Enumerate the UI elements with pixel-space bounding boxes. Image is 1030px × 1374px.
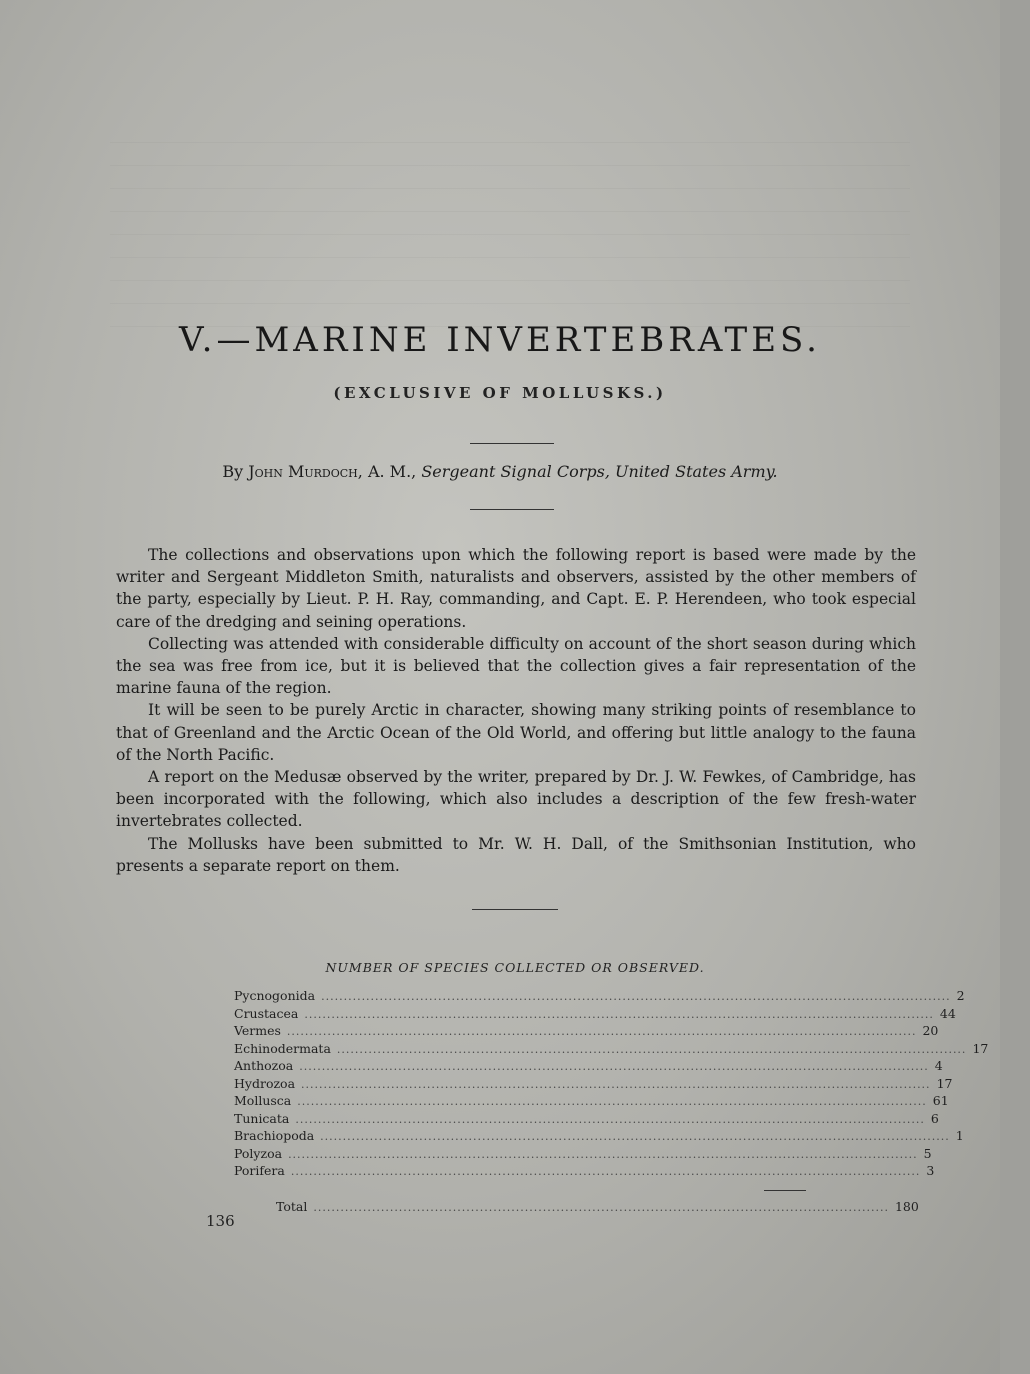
species-count: 44 (939, 1005, 956, 1021)
species-count: 61 (932, 1093, 949, 1108)
page-number: 136 (206, 1212, 235, 1230)
dot-leader: ............................................................................................................................................ (290, 1165, 921, 1178)
species-group-name: Echinodermata (234, 1040, 331, 1056)
species-count: 4 (934, 1058, 943, 1073)
table-row (234, 1057, 943, 1075)
paragraph: Collecting was attended with considerable difficulty on account of the short season during which the sea was free from ice, but it is believed that the collection gives a fair representation of the marine fauna of the region. (116, 634, 916, 698)
table-row (234, 1022, 939, 1040)
species-total-row (276, 1198, 919, 1216)
table-row (234, 1127, 964, 1145)
dot-leader: ................................................................................................................................ (313, 1201, 889, 1214)
dot-leader: ............................................................................................................................................ (304, 1007, 934, 1021)
species-count: 5 (923, 1145, 932, 1161)
species-group-name: Vermes (234, 1023, 281, 1038)
species-table (234, 987, 989, 1180)
paragraph: The collections and observations upon which the following report is based were made by the writer and Sergeant Middleton Smith, naturalists and observers, assisted by the other members of the party, especially by Lieut. P. H. Ray, commanding, and Capt. E. P. Herendeen, who took especial care of the dredging and seining operations. (116, 546, 916, 631)
dot-leader: ............................................................................................................................................ (299, 1060, 929, 1073)
species-group-name: Tunicata (234, 1110, 290, 1126)
species-count: 6 (930, 1110, 939, 1126)
species-count: 17 (972, 1040, 989, 1056)
table-row (234, 1092, 949, 1110)
species-group-name: Porifera (234, 1163, 285, 1178)
total-rule (764, 1190, 806, 1191)
dot-leader: ............................................................................................................................................ (321, 990, 951, 1003)
species-group-name: Brachiopoda (234, 1128, 315, 1143)
body-text (116, 544, 916, 877)
species-group-name: Hydrozoa (234, 1075, 296, 1091)
species-count: 20 (922, 1023, 939, 1038)
paragraph: It will be seen to be purely Arctic in character, showing many striking points of resemblance to that of Greenland and the Arctic Ocean of the Old World, and offering but little analogy to the fauna of the North Pacific. (116, 701, 916, 764)
dot-leader: ............................................................................................................................................ (288, 1147, 918, 1161)
species-group-name: Crustacea (234, 1005, 299, 1021)
species-group-name: Mollusca (234, 1093, 292, 1108)
total-label: Total (276, 1199, 308, 1214)
dot-leader: ............................................................................................................................................ (297, 1095, 927, 1108)
dot-leader: ............................................................................................................................................ (336, 1042, 967, 1056)
table-row (234, 1040, 989, 1058)
dot-leader: ............................................................................................................................................ (295, 1112, 925, 1126)
divider-rule (470, 509, 554, 510)
byline-author: John Murdoch (248, 462, 358, 481)
byline-prefix: By (222, 462, 249, 481)
species-count: 2 (956, 988, 965, 1003)
table-row (234, 1162, 935, 1180)
page-subtitle: (EXCLUSIVE OF MOLLUSKS.) (333, 384, 667, 402)
table-row (234, 1110, 939, 1128)
paragraph: A report on the Medusæ observed by the writer, prepared by Dr. J. W. Fewkes, of Cambridge, has been incorporated with the following, which also includes a description of the few fresh-water invertebrates collected. (116, 768, 916, 831)
divider-rule (472, 909, 558, 910)
species-group-name: Pycnogonida (234, 988, 316, 1003)
divider-rule (470, 443, 554, 444)
dot-leader: ............................................................................................................................................ (286, 1025, 917, 1038)
species-group-name: Polyzoa (234, 1145, 283, 1161)
table-row (234, 1075, 953, 1093)
species-count: 3 (926, 1163, 935, 1178)
species-count: 1 (955, 1128, 964, 1143)
byline-affiliation: Sergeant Signal Corps, United States Army. (421, 462, 778, 481)
table-row (234, 987, 965, 1005)
species-count: 17 (936, 1075, 953, 1091)
table-row (234, 1005, 956, 1023)
bleed-through-text (110, 120, 910, 327)
page-title: V.—MARINE INVERTEBRATES. (179, 320, 821, 360)
table-row (234, 1145, 932, 1163)
species-group-name: Anthozoa (234, 1058, 294, 1073)
total-value: 180 (894, 1199, 919, 1214)
byline-credentials: , A. M., (357, 462, 422, 481)
species-table-title: NUMBER OF SPECIES COLLECTED OR OBSERVED. (325, 960, 705, 975)
paragraph: The Mollusks have been submitted to Mr. W. H. Dall, of the Smithsonian Institution, who presents a separate report on them. (116, 834, 916, 875)
byline (0, 462, 1000, 481)
dot-leader: ............................................................................................................................................ (320, 1130, 950, 1143)
dot-leader: ............................................................................................................................................ (301, 1077, 931, 1091)
